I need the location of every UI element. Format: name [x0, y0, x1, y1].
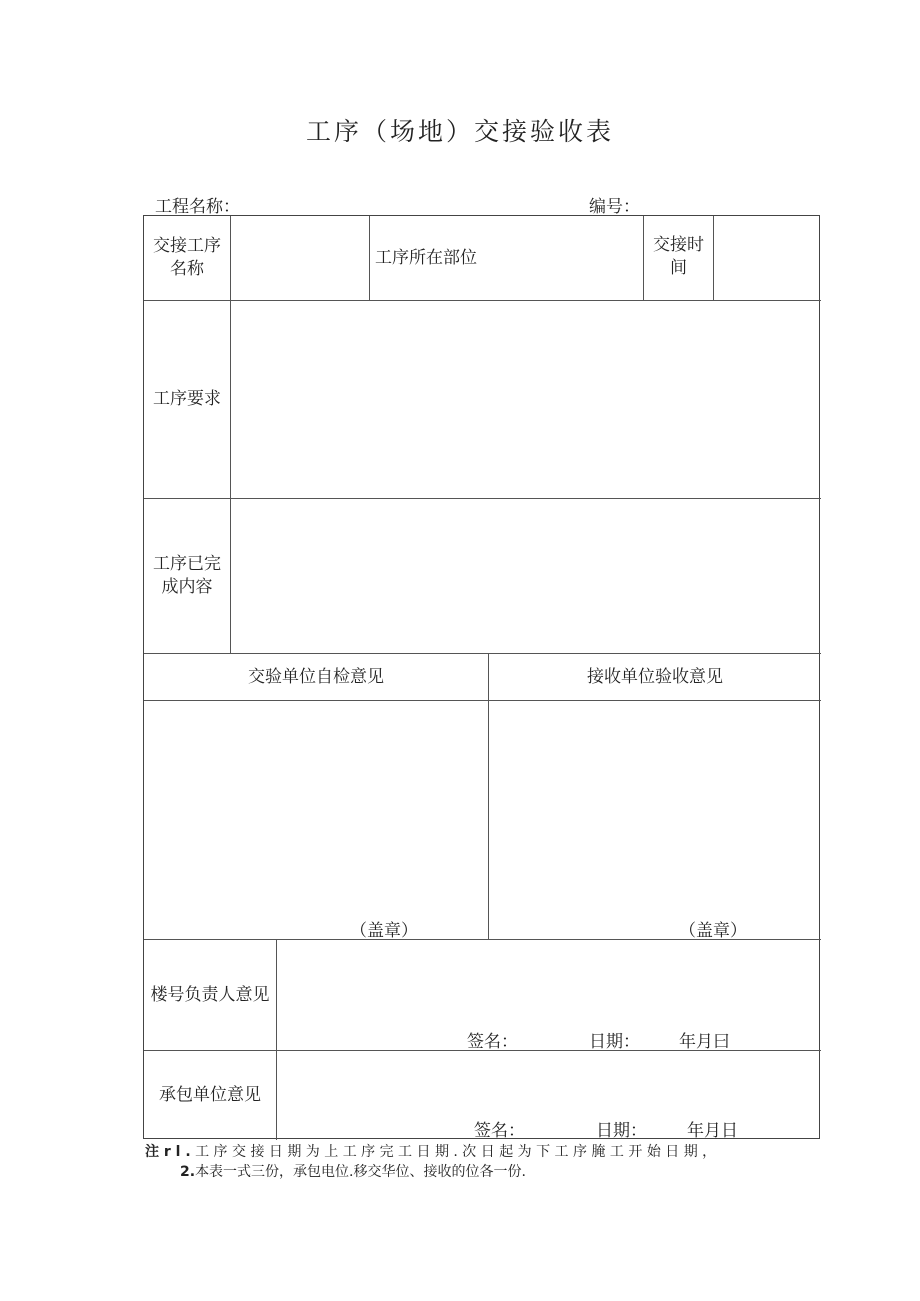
building-leader-opinion-field[interactable]	[277, 940, 821, 1050]
building-leader-opinion-label: 楼号负责人意见	[150, 984, 270, 1005]
handover-unit-opinion-field[interactable]	[144, 701, 488, 939]
form-title: 工序（场地）交接验收表	[305, 117, 614, 146]
handover-time-label: 交接时间	[653, 235, 704, 278]
note-text-2: 本表一式三份，承包电位.移交华位、接收的位各一份.	[195, 1164, 526, 1180]
process-requirements-label: 工序要求	[153, 389, 221, 409]
note-prefix: 注 r l .	[145, 1144, 191, 1160]
sign-label: 签名：	[467, 1032, 518, 1052]
completed-content-label: 工序已完成内容	[153, 554, 221, 597]
sign-label: 签名：	[474, 1121, 525, 1141]
note-line-1	[145, 1141, 716, 1161]
note-text-1: 工 序 交 接 日 期 为 上 工 序 完 工 日 期 . 次 日 起 为 下 工 序 腌 工 开 始 日 期 ，	[195, 1144, 717, 1160]
date-label: 日期：	[596, 1121, 647, 1141]
handover-unit-opinion-header: 交验单位自检意见	[248, 666, 384, 687]
serial-no-label: 编号：	[589, 197, 640, 217]
handover-form-table	[143, 215, 820, 1139]
seal-label-right: （盖章）	[679, 921, 747, 941]
completed-content-field[interactable]	[231, 499, 821, 653]
process-location-label: 工序所在部位	[375, 247, 477, 268]
seal-label-left: （盖章）	[350, 921, 418, 941]
project-name-label: 工程名称：	[155, 197, 240, 217]
handover-time-field[interactable]	[714, 216, 821, 300]
note-number-2: 2.	[180, 1164, 196, 1180]
ymd-label: 年月日	[687, 1121, 738, 1141]
note-line-2	[180, 1161, 526, 1181]
process-requirements-field[interactable]	[231, 301, 821, 498]
contractor-opinion-field[interactable]	[277, 1051, 821, 1140]
contractor-opinion-label: 承包单位意见	[159, 1085, 261, 1105]
date-label: 日期：	[589, 1032, 640, 1052]
receiving-unit-opinion-field[interactable]	[489, 701, 821, 939]
receiving-unit-opinion-header: 接收单位验收意见	[587, 666, 723, 687]
ymd-label: 年月曰	[679, 1032, 730, 1052]
handover-process-name-label: 交接工序名称	[153, 236, 221, 279]
handover-process-name-field[interactable]	[231, 216, 369, 300]
